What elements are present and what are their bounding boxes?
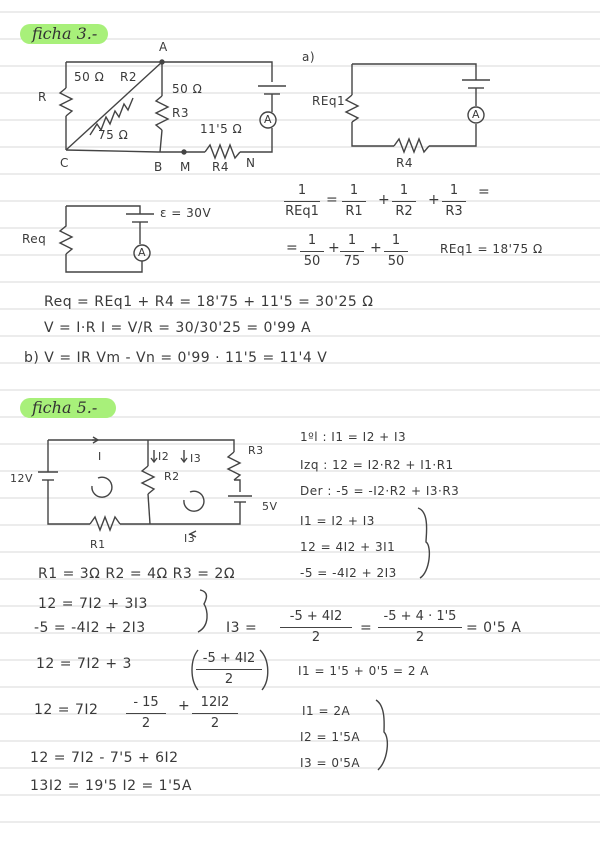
system1-3: -5 = -4I2 + 2I3 (300, 566, 397, 580)
frac-lhs: 1 REq1 (285, 183, 319, 219)
frac-75: 1 75 (340, 232, 364, 271)
kirchhoff-2: Izq : 12 = I2·R2 + I1·R1 (300, 458, 454, 472)
frac-r2: 1 R2 (392, 182, 416, 221)
req-label: Req (22, 232, 47, 246)
current-i3-bottom: I3 (184, 532, 196, 545)
system1-1: I1 = I2 + I3 (300, 514, 375, 528)
r2-label: R2 (164, 470, 180, 483)
system1-2: 12 = 4I2 + 3I1 (300, 540, 396, 554)
expand-lhs: 12 = 7I2 (34, 702, 99, 718)
ficha5-heading: ficha 5.- (32, 398, 98, 417)
node-c: C (60, 156, 69, 170)
node-b: B (154, 160, 163, 174)
label-r: R (38, 90, 47, 104)
req-line: Req = REq1 + R4 = 18'75 + 11'5 = 30'25 Ω (44, 294, 374, 310)
r2-value: 75 Ω (98, 128, 129, 142)
current-i3: I3 (190, 452, 202, 465)
r1-label: R1 (90, 538, 106, 551)
notebook-page: ficha 3.- A R 50 Ω R2 75 Ω 50 Ω R3 11'5 Ω R4 A C B M N a) REq1 R4 A Req ε = 30V A 1 REq1 = 1 R1 + 1 R2 + 1 R3 = = 1 50 + 1 75 + 1 50 REq1 = 18'75 Ω Req = REq1 + R4 = 18'75 + 11'5 = 30'25 Ω V = I·R I = V/R = 30/30'25 = 0'99 A b) V = IR Vm - Vn = 0'99 · 11'5 = 11'4 V ficha 5.- 12V 5V I I2 I3 I3 R1 R2 R3 1ºl : I1 = I2 + I3 Izq : 12 = I2·R2 + I1·R1 Der : -5 = -I2·R2 + I3·R3 I1 = I2 + I3 12 = 4I2 + 3I1 -5 = -4I2 + 2I3 R1 = 3Ω R2 = 4Ω R3 = 2Ω 12 = 7I2 + 3I3 -5 = -4I2 + 2I3 I3 = -5 + 4I2 2 = -5 + 4 · 1'5 2 = 0'5 A 12 = 7I2 + 3 -5 + 4I2 2 I1 = 1'5 + 0'5 = 2 A 12 = 7I2 - 15 2 + 12I2 2 I1 = 2A I2 = 1'5A I3 = 0'5A 12 = 7I2 - 7'5 + 6I2 13I2 = 19'5 I2 = 1'5A (0, 0, 600, 848)
final-line: 13I2 = 19'5 I2 = 1'5A (30, 778, 192, 794)
i3-lhs: I3 = (226, 620, 258, 636)
kirchhoff-3: Der : -5 = -I2·R2 + I3·R3 (300, 484, 460, 498)
req-ammeter-label: A (138, 246, 147, 259)
loop-arrow-right (184, 491, 204, 511)
eq-resistor-r4 (394, 139, 429, 152)
brace (376, 700, 387, 770)
frac-50a: 1 50 (300, 232, 324, 271)
req1-label: REq1 (312, 94, 346, 108)
result-i3: I3 = 0'5A (300, 756, 361, 770)
eq-ammeter-label: A (472, 108, 481, 121)
part-b-line: b) V = IR Vm - Vn = 0'99 · 11'5 = 11'4 V (24, 350, 328, 366)
resistor-r (60, 88, 72, 116)
resistor-r3 (156, 96, 168, 130)
frac-r3: 1 R3 (442, 182, 466, 221)
frac-r1: 1 R1 (342, 182, 366, 221)
brace (198, 590, 207, 632)
system2-1: 12 = 7I2 + 3I3 (38, 596, 148, 612)
frac-50b: 1 50 (384, 232, 408, 271)
ammeter-label: A (264, 113, 273, 126)
eq-r4-label: R4 (396, 156, 413, 170)
r3-label: R3 (248, 444, 264, 457)
part-a-label: a) (302, 50, 316, 64)
frac-i3-b: -5 + 4 · 1'5 2 (378, 608, 462, 647)
kirchhoff-1: 1ºl : I1 = I2 + I3 (300, 430, 407, 444)
req1-result: REq1 = 18'75 Ω (440, 242, 543, 256)
simplify-line: 12 = 7I2 - 7'5 + 6I2 (30, 750, 179, 766)
emf-label: ε = 30V (160, 206, 212, 220)
current-i2: I2 (158, 450, 170, 463)
r2-label: R2 (120, 70, 137, 84)
brace (418, 508, 429, 578)
r3-value: 50 Ω (172, 82, 203, 96)
subst-lhs: 12 = 7I2 + 3 (36, 656, 132, 672)
source-left-label: 12V (10, 472, 34, 485)
system2-2: -5 = -4I2 + 2I3 (34, 620, 146, 636)
current-i: I (98, 450, 102, 463)
ohm-line: V = I·R I = V/R = 30/30'25 = 0'99 A (44, 320, 312, 336)
node-a: A (159, 40, 168, 54)
frac-expand-a: - 15 2 (126, 694, 166, 733)
r1-value: 50 Ω (74, 70, 105, 84)
i3-result: = 0'5 A (466, 620, 522, 636)
r4-label: R4 (212, 160, 229, 174)
resistance-values: R1 = 3Ω R2 = 4Ω R3 = 2Ω (38, 566, 236, 582)
frac-subst: -5 + 4I2 2 (196, 650, 262, 689)
result-i1: I1 = 2A (302, 704, 351, 718)
r3-label: R3 (172, 106, 189, 120)
result-i2: I2 = 1'5A (300, 730, 361, 744)
node-m: M (180, 160, 191, 174)
frac-expand-b: 12I2 2 (192, 694, 238, 733)
frac-i3-a: -5 + 4I2 2 (280, 608, 352, 647)
source-right-label: 5V (262, 500, 278, 513)
plus-sign: + (178, 698, 191, 714)
r4-value: 11'5 Ω (200, 122, 243, 136)
ficha3-heading: ficha 3.- (32, 24, 98, 43)
loop-arrow-left (92, 477, 112, 497)
resistor-r4 (205, 145, 240, 158)
node-n: N (246, 156, 256, 170)
i1-line: I1 = 1'5 + 0'5 = 2 A (298, 664, 430, 678)
